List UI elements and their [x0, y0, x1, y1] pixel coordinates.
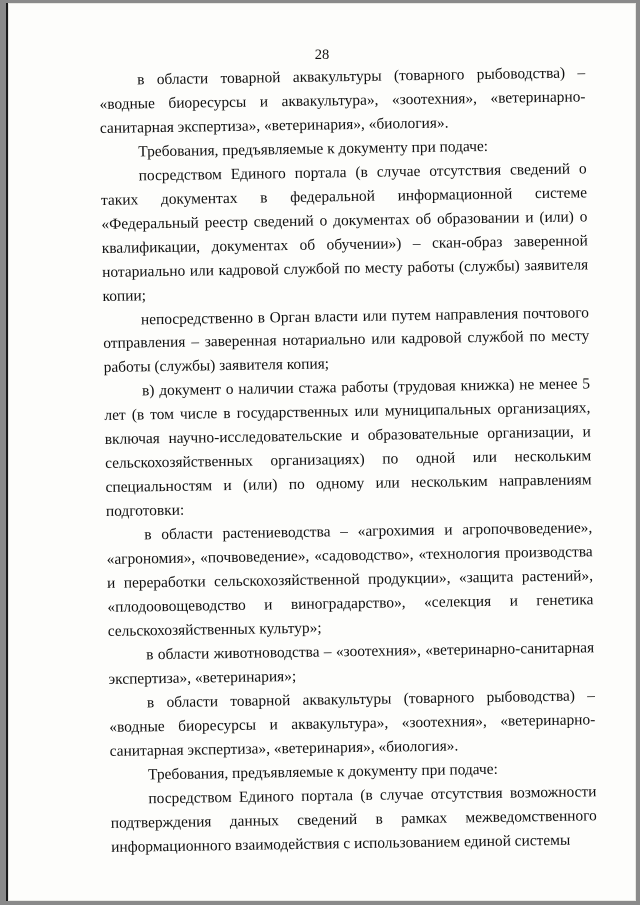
document-page [6, 3, 636, 901]
paragraph: в) документ о наличии стажа работы (трудовая книжка) не менее 5 лет (в том числе в государственных или муниципальных организациях, включая научно-исследовательские и образовательные организации, и сельскохозяйственных организациях) по одной или нескольким специальностям и (или) по одному или нескольким направлениям подготовки: [104, 375, 592, 521]
paragraph: посредством Единого портала (в случае отсутствия возможности подтверждения данных сведений в рамках межведомственного информационного взаимодействия с использованием единой системы [110, 782, 597, 856]
paragraph: в области товарной аквакультуры (товарного рыбоводства) – «водные биоресурсы и аквакультура», «зоотехния», «ветеринарно-санитарная экспертиза», «ветеринария», «биология». [109, 687, 596, 760]
paragraph: посредством Единого портала (в случае отсутствия сведений о таких документах в федеральной информационной системе «Федеральный реестр сведений о документах об образовании и (или) о квалификации, документах об обучении») – скан-образ заверенной нотариально или кадровой службой по месту работы (службы) заявителя копии; [100, 160, 589, 305]
paragraph: в области товарной аквакультуры (товарного рыбоводства) – «водные биоресурсы и аквакультура», «зоотехния», «ветеринарно-санитарная экспертиза», «ветеринария», «биология». [99, 64, 586, 137]
body-text [99, 61, 597, 859]
page-number: 28 [314, 47, 330, 63]
paragraph: Требования, предъявляемые к документу при подаче: [138, 137, 489, 161]
paragraph: в области растениеводства – «агрохимия и агропочвоведение», «агрономия», «почвоведение», «садоводство», «технология производства и переработки сельскохозяйственной продукции», «защита растений», «плодоовощеводство и виноградарство», «селекция и генетика сельскохозяйственных культур»; [106, 519, 594, 640]
paragraph: в области животноводства – «зоотехния», «ветеринарно-санитарная экспертиза», «ветеринария»; [108, 639, 595, 688]
paragraph: непосредственно в Орган власти или путем направления почтового отправления – заверенная нотариально или кадровой службой по месту работы (службы) заявителя копия; [103, 303, 590, 377]
paragraph: Требования, предъявляемые к документу при подаче: [147, 760, 498, 783]
